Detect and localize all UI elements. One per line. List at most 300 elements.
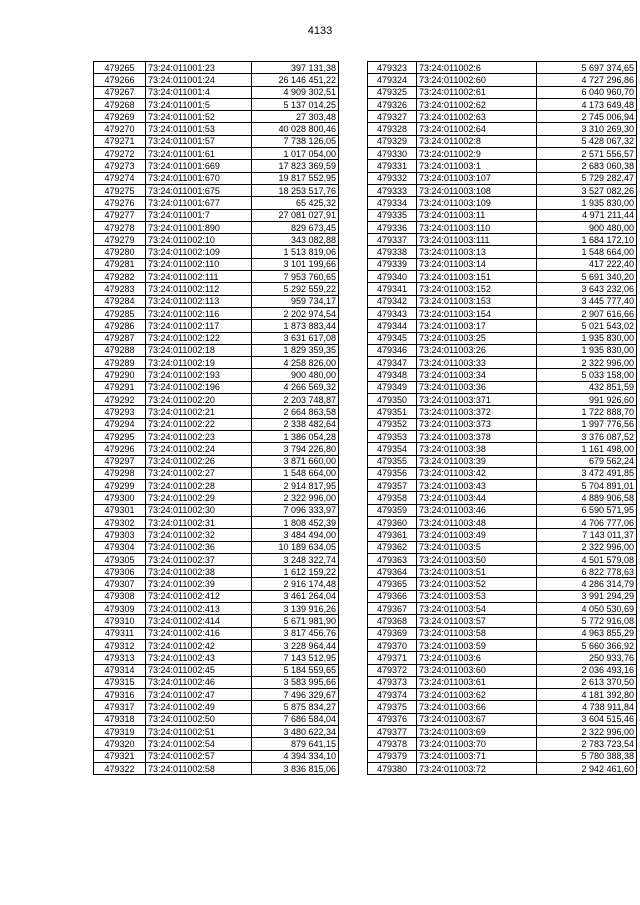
cadastral-number-cell: 73:24:011001:669 xyxy=(146,160,252,172)
table-row xyxy=(368,492,637,504)
cadastral-number-cell: 73:24:011002:49 xyxy=(146,701,252,713)
cadastral-number-cell: 73:24:011001:24 xyxy=(146,74,252,86)
cadastral-number-cell: 73:24:011002:47 xyxy=(146,689,252,701)
cadastral-number-cell: 73:24:011002:54 xyxy=(146,738,252,750)
cadastral-number-cell: 73:24:011002:42 xyxy=(146,639,252,651)
record-number-cell: 479293 xyxy=(94,406,146,418)
amount-cell: 1 935 830,00 xyxy=(537,332,637,344)
record-number-cell: 479306 xyxy=(94,566,146,578)
amount-cell: 3 310 269,30 xyxy=(537,123,637,135)
record-number-cell: 479276 xyxy=(94,197,146,209)
cadastral-number-cell: 73:24:011002:23 xyxy=(146,430,252,442)
cadastral-number-cell: 73:24:011003:152 xyxy=(417,283,537,295)
cadastral-number-cell: 73:24:011001:675 xyxy=(146,184,252,196)
table-row xyxy=(94,738,339,750)
table-row xyxy=(94,283,339,295)
amount-cell: 5 704 891,01 xyxy=(537,480,637,492)
amount-cell: 2 683 060,38 xyxy=(537,160,637,172)
table-row xyxy=(368,258,637,270)
cadastral-number-cell: 73:24:011003:50 xyxy=(417,553,537,565)
cadastral-number-cell: 73:24:011001:53 xyxy=(146,123,252,135)
amount-cell: 959 734,17 xyxy=(252,295,339,307)
record-number-cell: 479366 xyxy=(368,590,417,602)
cadastral-number-cell: 73:24:011002:20 xyxy=(146,394,252,406)
amount-cell: 1 829 359,35 xyxy=(252,344,339,356)
table-row xyxy=(368,184,637,196)
record-number-cell: 479299 xyxy=(94,480,146,492)
cadastral-number-cell: 73:24:011003:5 xyxy=(417,541,537,553)
amount-cell: 2 322 996,00 xyxy=(537,726,637,738)
table-row xyxy=(94,258,339,270)
record-number-cell: 479280 xyxy=(94,246,146,258)
cadastral-number-cell: 73:24:011002:63 xyxy=(417,111,537,123)
cadastral-number-cell: 73:24:011003:33 xyxy=(417,357,537,369)
table-row xyxy=(368,750,637,762)
table-row xyxy=(368,566,637,578)
table-row xyxy=(94,86,339,98)
amount-cell: 2 907 616,66 xyxy=(537,307,637,319)
table-row xyxy=(368,320,637,332)
cadastral-number-cell: 73:24:011001:57 xyxy=(146,135,252,147)
amount-cell: 5 137 014,25 xyxy=(252,98,339,110)
cadastral-number-cell: 73:24:011002:116 xyxy=(146,307,252,319)
amount-cell: 5 184 559,65 xyxy=(252,664,339,676)
table-row xyxy=(368,738,637,750)
table-row xyxy=(368,480,637,492)
amount-cell: 3 643 232,06 xyxy=(537,283,637,295)
table-row xyxy=(368,209,637,221)
amount-cell: 2 322 996,00 xyxy=(252,492,339,504)
record-number-cell: 479368 xyxy=(368,615,417,627)
table-row xyxy=(368,406,637,418)
cadastral-number-cell: 73:24:011003:36 xyxy=(417,381,537,393)
table-row xyxy=(368,283,637,295)
amount-cell: 7 143 512,95 xyxy=(252,652,339,664)
amount-cell: 5 780 388,38 xyxy=(537,750,637,762)
amount-cell: 2 914 817,95 xyxy=(252,480,339,492)
cadastral-number-cell: 73:24:011002:64 xyxy=(417,123,537,135)
record-number-cell: 479360 xyxy=(368,516,417,528)
table-row xyxy=(94,627,339,639)
table-row xyxy=(368,160,637,172)
cadastral-number-cell: 73:24:011003:1 xyxy=(417,160,537,172)
cadastral-number-cell: 73:24:011002:18 xyxy=(146,344,252,356)
table-row xyxy=(368,627,637,639)
amount-cell: 6 590 571,95 xyxy=(537,504,637,516)
table-row xyxy=(368,504,637,516)
table-row xyxy=(94,381,339,393)
cadastral-number-cell: 73:24:011003:25 xyxy=(417,332,537,344)
table-row xyxy=(94,62,339,74)
amount-cell: 4 727 296,86 xyxy=(537,74,637,86)
cadastral-number-cell: 73:24:011002:45 xyxy=(146,664,252,676)
record-number-cell: 479358 xyxy=(368,492,417,504)
amount-cell: 3 836 815,06 xyxy=(252,762,339,774)
amount-cell: 1 935 830,00 xyxy=(537,344,637,356)
record-number-cell: 479319 xyxy=(94,726,146,738)
amount-cell: 3 484 494,00 xyxy=(252,529,339,541)
table-row xyxy=(368,467,637,479)
record-number-cell: 479328 xyxy=(368,123,417,135)
amount-cell: 2 571 556,57 xyxy=(537,148,637,160)
cadastral-number-cell: 73:24:011003:71 xyxy=(417,750,537,762)
table-row xyxy=(368,369,637,381)
table-row xyxy=(94,160,339,172)
amount-cell: 1 548 664,00 xyxy=(537,246,637,258)
cadastral-number-cell: 73:24:011002:19 xyxy=(146,357,252,369)
table-row xyxy=(94,676,339,688)
record-number-cell: 479304 xyxy=(94,541,146,553)
table-row xyxy=(94,98,339,110)
record-number-cell: 479345 xyxy=(368,332,417,344)
cadastral-number-cell: 73:24:011003:108 xyxy=(417,184,537,196)
record-number-cell: 479329 xyxy=(368,135,417,147)
amount-cell: 3 871 660,00 xyxy=(252,455,339,467)
amount-cell: 1 161 498,00 xyxy=(537,443,637,455)
cadastral-number-cell: 73:24:011002:9 xyxy=(417,148,537,160)
record-number-cell: 479281 xyxy=(94,258,146,270)
record-number-cell: 479274 xyxy=(94,172,146,184)
cadastral-number-cell: 73:24:011003:46 xyxy=(417,504,537,516)
amount-cell: 3 583 995,66 xyxy=(252,676,339,688)
amount-cell: 4 971 211,44 xyxy=(537,209,637,221)
cadastral-number-cell: 73:24:011003:54 xyxy=(417,603,537,615)
cadastral-number-cell: 73:24:011002:37 xyxy=(146,553,252,565)
record-number-cell: 479325 xyxy=(368,86,417,98)
table-row xyxy=(368,689,637,701)
record-number-cell: 479338 xyxy=(368,246,417,258)
cadastral-number-cell: 73:24:011002:10 xyxy=(146,234,252,246)
record-number-cell: 479275 xyxy=(94,184,146,196)
table-row xyxy=(94,689,339,701)
record-number-cell: 479310 xyxy=(94,615,146,627)
cadastral-number-cell: 73:24:011003:26 xyxy=(417,344,537,356)
cadastral-number-cell: 73:24:011003:53 xyxy=(417,590,537,602)
table-row xyxy=(368,701,637,713)
table-row xyxy=(368,295,637,307)
amount-cell: 4 963 855,29 xyxy=(537,627,637,639)
cadastral-number-cell: 73:24:011003:151 xyxy=(417,271,537,283)
record-number-cell: 479271 xyxy=(94,135,146,147)
record-number-cell: 479380 xyxy=(368,762,417,774)
cadastral-number-cell: 73:24:011003:42 xyxy=(417,467,537,479)
table-row xyxy=(368,135,637,147)
table-row xyxy=(368,553,637,565)
table-row xyxy=(94,566,339,578)
table-row xyxy=(94,455,339,467)
record-number-cell: 479283 xyxy=(94,283,146,295)
cadastral-number-cell: 73:24:011003:110 xyxy=(417,221,537,233)
amount-cell: 1 017 054,00 xyxy=(252,148,339,160)
left-table-body xyxy=(94,62,339,775)
cadastral-number-cell: 73:24:011003:67 xyxy=(417,713,537,725)
table-row xyxy=(94,332,339,344)
cadastral-number-cell: 73:24:011002:50 xyxy=(146,713,252,725)
table-row xyxy=(368,197,637,209)
table-row xyxy=(94,221,339,233)
cadastral-number-cell: 73:24:011002:62 xyxy=(417,98,537,110)
amount-cell: 343 082,88 xyxy=(252,234,339,246)
record-number-cell: 479332 xyxy=(368,172,417,184)
amount-cell: 4 266 569,32 xyxy=(252,381,339,393)
amount-cell: 5 875 834,27 xyxy=(252,701,339,713)
amount-cell: 3 461 264,04 xyxy=(252,590,339,602)
amount-cell: 3 139 916,26 xyxy=(252,603,339,615)
record-number-cell: 479308 xyxy=(94,590,146,602)
record-number-cell: 479357 xyxy=(368,480,417,492)
amount-cell: 1 935 830,00 xyxy=(537,197,637,209)
record-number-cell: 479341 xyxy=(368,283,417,295)
record-number-cell: 479318 xyxy=(94,713,146,725)
amount-cell: 3 817 456,76 xyxy=(252,627,339,639)
cadastral-number-cell: 73:24:011002:6 xyxy=(417,62,537,74)
record-number-cell: 479374 xyxy=(368,689,417,701)
record-number-cell: 479270 xyxy=(94,123,146,135)
table-row xyxy=(94,516,339,528)
record-number-cell: 479340 xyxy=(368,271,417,283)
amount-cell: 18 253 517,76 xyxy=(252,184,339,196)
amount-cell: 2 338 482,64 xyxy=(252,418,339,430)
cadastral-number-cell: 73:24:011002:29 xyxy=(146,492,252,504)
record-number-cell: 479300 xyxy=(94,492,146,504)
table-row xyxy=(94,172,339,184)
table-row xyxy=(94,295,339,307)
amount-cell: 432 851,59 xyxy=(537,381,637,393)
table-row xyxy=(368,762,637,774)
cadastral-number-cell: 73:24:011002:57 xyxy=(146,750,252,762)
table-row xyxy=(94,197,339,209)
cadastral-number-cell: 73:24:011003:154 xyxy=(417,307,537,319)
amount-cell: 19 817 552,95 xyxy=(252,172,339,184)
cadastral-number-cell: 73:24:011003:69 xyxy=(417,726,537,738)
cadastral-number-cell: 73:24:011002:110 xyxy=(146,258,252,270)
record-number-cell: 479333 xyxy=(368,184,417,196)
cadastral-number-cell: 73:24:011001:61 xyxy=(146,148,252,160)
cadastral-number-cell: 73:24:011003:34 xyxy=(417,369,537,381)
table-row xyxy=(368,62,637,74)
record-number-cell: 479313 xyxy=(94,652,146,664)
record-number-cell: 479364 xyxy=(368,566,417,578)
record-number-cell: 479371 xyxy=(368,652,417,664)
record-number-cell: 479290 xyxy=(94,369,146,381)
cadastral-number-cell: 73:24:011002:196 xyxy=(146,381,252,393)
amount-cell: 7 496 329,67 xyxy=(252,689,339,701)
amount-cell: 3 101 199,66 xyxy=(252,258,339,270)
amount-cell: 5 729 282,47 xyxy=(537,172,637,184)
table-row xyxy=(368,578,637,590)
cadastral-number-cell: 73:24:011002:61 xyxy=(417,86,537,98)
amount-cell: 6 822 778,63 xyxy=(537,566,637,578)
cadastral-number-cell: 73:24:011002:414 xyxy=(146,615,252,627)
table-row xyxy=(368,271,637,283)
record-number-cell: 479326 xyxy=(368,98,417,110)
record-number-cell: 479282 xyxy=(94,271,146,283)
record-number-cell: 479379 xyxy=(368,750,417,762)
record-number-cell: 479376 xyxy=(368,713,417,725)
table-row xyxy=(368,123,637,135)
record-number-cell: 479295 xyxy=(94,430,146,442)
amount-cell: 4 286 314,79 xyxy=(537,578,637,590)
cadastral-number-cell: 73:24:011002:46 xyxy=(146,676,252,688)
amount-cell: 3 228 964,44 xyxy=(252,639,339,651)
cadastral-number-cell: 73:24:011003:44 xyxy=(417,492,537,504)
record-number-cell: 479265 xyxy=(94,62,146,74)
table-row xyxy=(94,762,339,774)
table-row xyxy=(94,529,339,541)
cadastral-number-cell: 73:24:011002:30 xyxy=(146,504,252,516)
amount-cell: 3 527 082,26 xyxy=(537,184,637,196)
table-row xyxy=(368,332,637,344)
amount-cell: 5 671 981,90 xyxy=(252,615,339,627)
table-row xyxy=(368,516,637,528)
table-row xyxy=(368,541,637,553)
table-row xyxy=(94,184,339,196)
record-number-cell: 479268 xyxy=(94,98,146,110)
record-number-cell: 479348 xyxy=(368,369,417,381)
table-row xyxy=(94,492,339,504)
table-row xyxy=(94,541,339,553)
amount-cell: 7 096 333,97 xyxy=(252,504,339,516)
record-number-cell: 479317 xyxy=(94,701,146,713)
amount-cell: 2 745 006,94 xyxy=(537,111,637,123)
record-number-cell: 479354 xyxy=(368,443,417,455)
amount-cell: 829 673,45 xyxy=(252,221,339,233)
record-number-cell: 479267 xyxy=(94,86,146,98)
cadastral-number-cell: 73:24:011002:31 xyxy=(146,516,252,528)
record-number-cell: 479327 xyxy=(368,111,417,123)
record-number-cell: 479316 xyxy=(94,689,146,701)
cadastral-number-cell: 73:24:011001:670 xyxy=(146,172,252,184)
cadastral-number-cell: 73:24:011002:28 xyxy=(146,480,252,492)
amount-cell: 2 203 748,87 xyxy=(252,394,339,406)
record-number-cell: 479302 xyxy=(94,516,146,528)
record-number-cell: 479361 xyxy=(368,529,417,541)
cadastral-number-cell: 73:24:011003:11 xyxy=(417,209,537,221)
cadastral-number-cell: 73:24:011003:58 xyxy=(417,627,537,639)
cadastral-number-cell: 73:24:011002:8 xyxy=(417,135,537,147)
record-number-cell: 479284 xyxy=(94,295,146,307)
amount-cell: 4 889 906,58 xyxy=(537,492,637,504)
cadastral-number-cell: 73:24:011002:412 xyxy=(146,590,252,602)
amount-cell: 679 562,24 xyxy=(537,455,637,467)
record-number-cell: 479373 xyxy=(368,676,417,688)
amount-cell: 417 222,40 xyxy=(537,258,637,270)
cadastral-number-cell: 73:24:011003:109 xyxy=(417,197,537,209)
table-row xyxy=(368,713,637,725)
table-row xyxy=(368,172,637,184)
cadastral-number-cell: 73:24:011002:112 xyxy=(146,283,252,295)
record-number-cell: 479307 xyxy=(94,578,146,590)
cadastral-number-cell: 73:24:011003:43 xyxy=(417,480,537,492)
record-number-cell: 479369 xyxy=(368,627,417,639)
cadastral-number-cell: 73:24:011003:57 xyxy=(417,615,537,627)
amount-cell: 4 909 302,51 xyxy=(252,86,339,98)
table-row xyxy=(368,148,637,160)
amount-cell: 2 613 370,50 xyxy=(537,676,637,688)
record-number-cell: 479347 xyxy=(368,357,417,369)
cadastral-number-cell: 73:24:011003:49 xyxy=(417,529,537,541)
amount-cell: 900 480,00 xyxy=(537,221,637,233)
record-number-cell: 479322 xyxy=(94,762,146,774)
table-row xyxy=(94,344,339,356)
cadastral-number-cell: 73:24:011002:109 xyxy=(146,246,252,258)
table-row xyxy=(94,357,339,369)
table-row xyxy=(368,234,637,246)
amount-cell: 3 991 294,29 xyxy=(537,590,637,602)
amount-cell: 5 772 916,08 xyxy=(537,615,637,627)
table-row xyxy=(94,480,339,492)
cadastral-number-cell: 73:24:011002:416 xyxy=(146,627,252,639)
cadastral-number-cell: 73:24:011002:24 xyxy=(146,443,252,455)
table-row xyxy=(94,504,339,516)
record-number-cell: 479321 xyxy=(94,750,146,762)
cadastral-number-cell: 73:24:011002:111 xyxy=(146,271,252,283)
cadastral-number-cell: 73:24:011003:13 xyxy=(417,246,537,258)
table-row xyxy=(368,664,637,676)
amount-cell: 7 686 584,04 xyxy=(252,713,339,725)
amount-cell: 1 612 159,22 xyxy=(252,566,339,578)
table-row xyxy=(94,74,339,86)
cadastral-number-cell: 73:24:011001:5 xyxy=(146,98,252,110)
record-number-cell: 479324 xyxy=(368,74,417,86)
amount-cell: 1 513 819,06 xyxy=(252,246,339,258)
table-row xyxy=(368,221,637,233)
record-number-cell: 479378 xyxy=(368,738,417,750)
amount-cell: 1 997 776,56 xyxy=(537,418,637,430)
cadastral-number-cell: 73:24:011002:21 xyxy=(146,406,252,418)
record-number-cell: 479269 xyxy=(94,111,146,123)
amount-cell: 27 081 027,91 xyxy=(252,209,339,221)
record-number-cell: 479349 xyxy=(368,381,417,393)
amount-cell: 4 050 530,69 xyxy=(537,603,637,615)
amount-cell: 27 303,48 xyxy=(252,111,339,123)
table-row xyxy=(368,590,637,602)
table-row xyxy=(94,553,339,565)
table-row xyxy=(94,320,339,332)
amount-cell: 5 021 543,02 xyxy=(537,320,637,332)
table-row xyxy=(368,394,637,406)
right-table-body xyxy=(368,62,637,775)
record-number-cell: 479377 xyxy=(368,726,417,738)
amount-cell: 40 028 800,46 xyxy=(252,123,339,135)
record-number-cell: 479353 xyxy=(368,430,417,442)
table-row xyxy=(368,86,637,98)
table-row xyxy=(94,111,339,123)
cadastral-number-cell: 73:24:011002:36 xyxy=(146,541,252,553)
cadastral-number-cell: 73:24:011003:60 xyxy=(417,664,537,676)
cadastral-number-cell: 73:24:011002:60 xyxy=(417,74,537,86)
record-number-cell: 479363 xyxy=(368,553,417,565)
amount-cell: 3 248 322,74 xyxy=(252,553,339,565)
table-row xyxy=(94,713,339,725)
cadastral-number-cell: 73:24:011002:117 xyxy=(146,320,252,332)
record-number-cell: 479350 xyxy=(368,394,417,406)
cadastral-number-cell: 73:24:011002:43 xyxy=(146,652,252,664)
amount-cell: 5 428 067,32 xyxy=(537,135,637,147)
record-number-cell: 479372 xyxy=(368,664,417,676)
record-number-cell: 479344 xyxy=(368,320,417,332)
cadastral-number-cell: 73:24:011002:193 xyxy=(146,369,252,381)
record-number-cell: 479352 xyxy=(368,418,417,430)
table-row xyxy=(94,271,339,283)
table-row xyxy=(94,603,339,615)
cadastral-number-cell: 73:24:011002:122 xyxy=(146,332,252,344)
cadastral-number-cell: 73:24:011003:111 xyxy=(417,234,537,246)
amount-cell: 879 641,15 xyxy=(252,738,339,750)
cadastral-number-cell: 73:24:011003:52 xyxy=(417,578,537,590)
record-number-cell: 479331 xyxy=(368,160,417,172)
table-row xyxy=(368,443,637,455)
